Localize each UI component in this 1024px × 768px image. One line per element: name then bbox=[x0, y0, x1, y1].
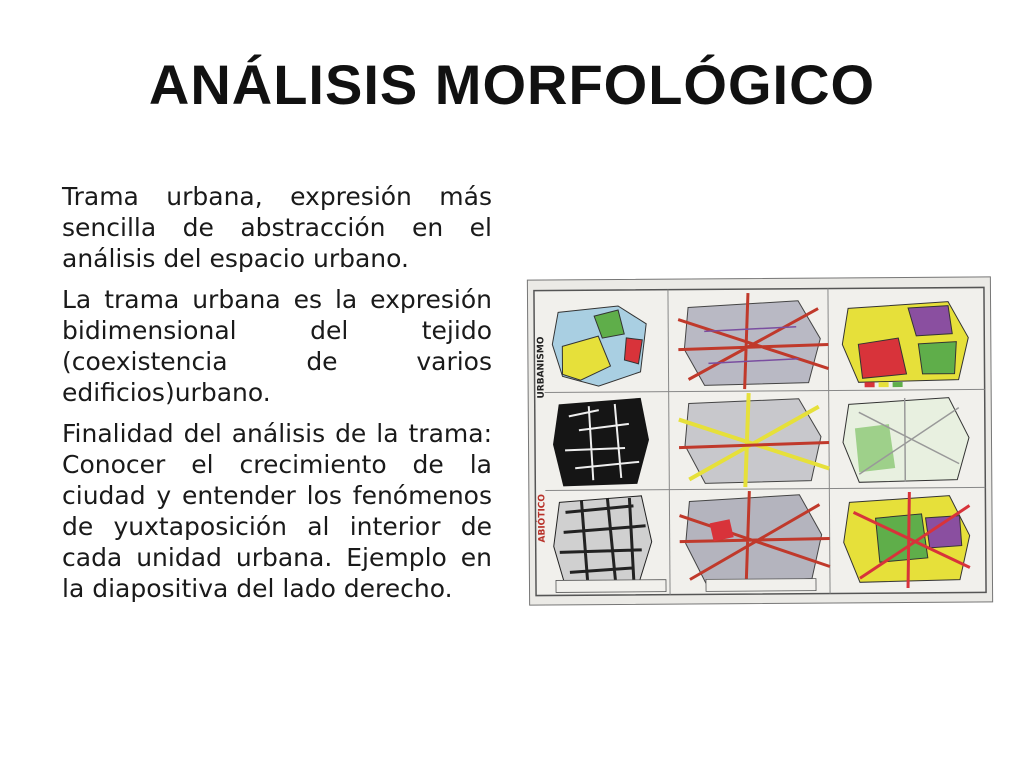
map-zoning-green bbox=[843, 398, 970, 483]
map-trama-color bbox=[552, 306, 647, 387]
slide-title: ANÁLISIS MORFOLÓGICO bbox=[148, 53, 876, 116]
body-text bbox=[62, 181, 492, 614]
paragraph-trama-urbana: Trama urbana, expresión más sencilla de abstracción en el análisis del espacio urbano. bbox=[62, 182, 492, 273]
map-zoning-color bbox=[842, 302, 969, 388]
map-zoning-mixed bbox=[843, 492, 970, 589]
side-label-abiotico: ABIÓTICO bbox=[537, 493, 548, 543]
urban-maps-collage bbox=[528, 277, 992, 604]
urban-analysis-figure bbox=[527, 276, 993, 605]
map-trama-black bbox=[553, 398, 650, 487]
side-label-urbanismo: URBANISMO bbox=[536, 336, 547, 399]
map-trama-grey bbox=[553, 496, 652, 589]
paragraph-finalidad: Finalidad del análisis de la trama: Conocer el crecimiento de la ciudad y entender los fenómenos de yuxtaposición al interior de cada unidad urbana. Ejemplo en la diapositiva del lado derecho. bbox=[62, 419, 492, 603]
paragraph-expresion-bidimensional: La trama urbana es la expresión bidimensional del tejido (coexistencia de varios edificios)urbano. bbox=[62, 285, 492, 407]
